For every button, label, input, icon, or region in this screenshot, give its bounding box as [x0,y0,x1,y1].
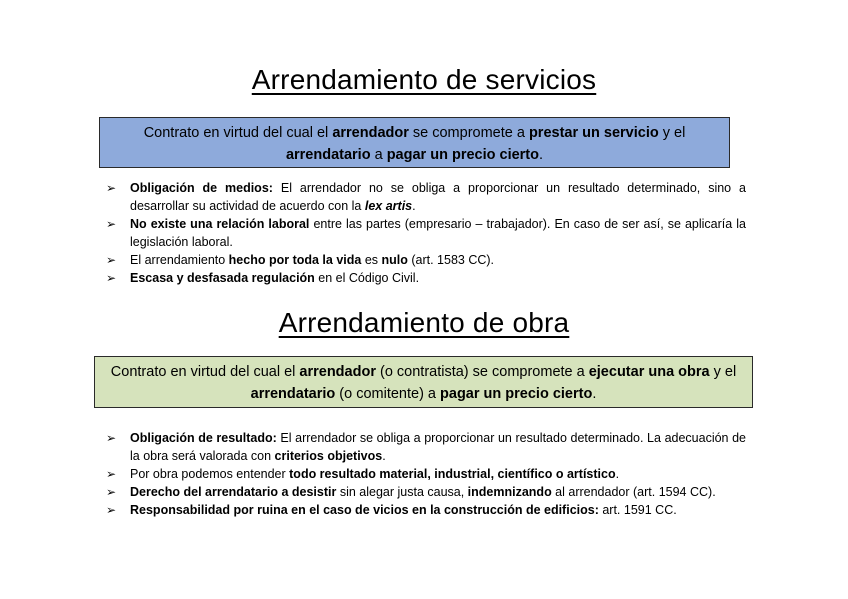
def-text: . [539,147,544,163]
arrow-bullet-icon: ➢ [106,253,117,267]
def-text: y el [658,125,686,141]
list-item [106,269,746,287]
text: (art. 1583 CC). [407,253,495,267]
list-item [106,501,746,519]
bold-italic-text: lex artis [364,199,413,213]
arrow-bullet-icon: ➢ [106,217,117,231]
bold-text: Obligación de resultado: [130,431,277,445]
list-item [106,429,746,465]
def-term: arrendatario [250,386,336,402]
def-text: Contrato en virtud del cual el [143,125,333,141]
text: . [412,199,416,213]
def-term: prestar un servicio [528,125,659,141]
text: El arrendador no se obliga a proporcionar un resultado determinado, sino a desarrollar su actividad de acuerdo con la [130,181,746,213]
def-text: Contrato en virtud del cual el [110,364,300,380]
list-item [106,483,746,501]
arrow-bullet-icon: ➢ [106,485,117,499]
text: Por obra podemos entender [130,467,290,481]
definition-box-obra [94,356,753,408]
arrow-bullet-icon: ➢ [106,467,117,481]
def-term: ejecutar una obra [588,364,710,380]
def-term: arrendador [299,364,376,380]
text: . [615,467,620,481]
arrow-bullet-icon: ➢ [106,271,117,285]
list-item [106,215,746,251]
def-term: pagar un precio cierto [386,147,539,163]
bold-text: todo resultado material, industrial, científico o artístico [289,467,616,481]
bullet-list-servicios [106,179,746,287]
def-text: (o comitente) a [335,386,441,402]
bold-text: Responsabilidad por ruina en el caso de vicios en la construcción de edificios: [130,503,599,517]
definition-box-servicios [99,117,730,168]
list-item [106,465,746,483]
title-servicios: Arrendamiento de servicios [251,64,597,95]
text: . [382,449,386,463]
bullet-list-obra [106,429,746,519]
def-text: a [370,147,387,163]
bold-text: nulo [381,253,408,267]
arrow-bullet-icon: ➢ [106,431,117,445]
def-text: (o contratista) se compromete a [375,364,589,380]
text: es [361,253,382,267]
bold-text: Derecho del arrendatario a desistir [130,485,337,499]
def-term: arrendatario [285,147,371,163]
def-text: se compromete a [408,125,529,141]
text: entre las partes (empresario – trabajador). En caso de ser así, se aplicaría la legislación laboral. [130,217,746,249]
list-item [106,251,746,269]
def-term: pagar un precio cierto [440,386,593,402]
bold-text: hecho por toda la vida [228,253,362,267]
def-term: arrendador [332,125,409,141]
bold-text: No existe una relación laboral [130,217,310,231]
text: sin alegar justa causa, [336,485,468,499]
bold-text: Obligación de medios: [130,181,273,195]
arrow-bullet-icon: ➢ [106,503,117,517]
text: al arrendador (art. 1594 CC). [551,485,716,499]
text: art. 1591 CC. [598,503,677,517]
text: El arrendamiento [130,253,229,267]
text: en el Código Civil. [314,271,420,285]
text: El arrendador se obliga a proporcionar un resultado determinado. La adecuación de la obra será valorada con [130,431,747,463]
bold-text: indemnizando [467,485,552,499]
def-text: . [592,386,597,402]
list-item [106,179,746,215]
arrow-bullet-icon: ➢ [106,181,117,195]
bold-text: Escasa y desfasada regulación [130,271,315,285]
def-text: y el [709,364,737,380]
title-obra: Arrendamiento de obra [278,307,570,338]
bold-text: criterios objetivos [274,449,383,463]
